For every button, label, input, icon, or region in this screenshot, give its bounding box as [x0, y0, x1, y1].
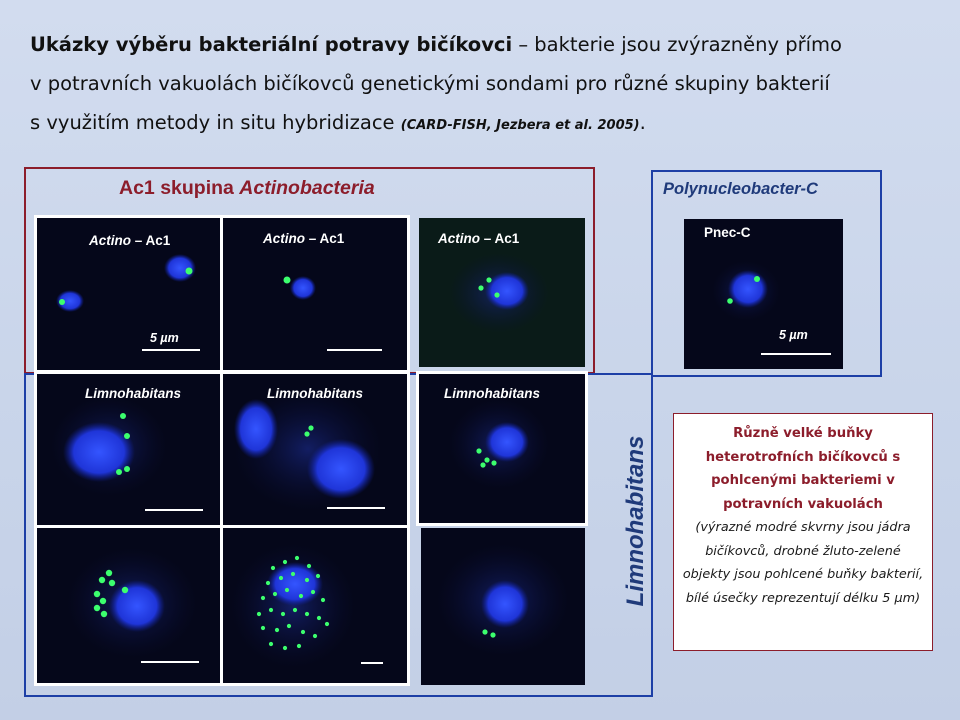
heading-line-1-rest: – bakterie jsou zvýrazněny přímo [512, 33, 842, 56]
micrograph-pnec-image [684, 219, 843, 369]
polynucleobacter-section-title: Polynucleobacter-C [663, 180, 818, 198]
micrograph-actino-3 [419, 218, 585, 367]
label-genus: Limnohabitans [85, 386, 182, 401]
label-probe: – Ac1 [305, 231, 345, 246]
micrograph-limno-3 [419, 374, 585, 523]
label-genus: Actino [89, 233, 131, 248]
micrograph-limno-6-image [421, 528, 585, 685]
micrograph-limno-5-image [223, 528, 407, 683]
scale-bar [361, 662, 383, 664]
micrograph-limno-4-image [37, 528, 220, 683]
micrograph-limno-5 [223, 528, 407, 683]
label-genus: Actino [438, 231, 480, 246]
scale-bar [327, 507, 385, 509]
actinobacteria-title-plain: Ac1 skupina [119, 177, 240, 199]
micrograph-pnec-label: Pnec-C [704, 225, 751, 240]
micrograph-limno-6 [421, 528, 585, 685]
micrograph-actino-3-label [438, 231, 519, 246]
heading-citation: (CARD-FISH, Jezbera et al. 2005) [400, 118, 640, 133]
heading-line-3 [30, 110, 950, 149]
micrograph-limno-1-label [85, 386, 181, 401]
scale-bar-label: 5 µm [779, 328, 808, 342]
actinobacteria-section-title [119, 177, 375, 200]
micrograph-pnec [684, 219, 843, 369]
scale-bar [145, 509, 203, 511]
scale-bar [761, 353, 831, 355]
micrograph-actino-2-label [263, 231, 344, 246]
micrograph-limno-2 [223, 374, 407, 525]
label-genus: Limnohabitans [444, 386, 541, 401]
scale-bar [141, 661, 199, 663]
heading-line-3-end: . [639, 111, 646, 134]
scale-bar [327, 349, 382, 351]
micrograph-actino-1 [37, 218, 220, 370]
micrograph-limno-1 [37, 374, 220, 525]
limnohabitans-section-title: Limnohabitans [622, 435, 649, 607]
actinobacteria-title-italic: Actinobacteria [239, 177, 375, 199]
heading-line-3-text: s využitím metody in situ hybridizace [30, 111, 401, 134]
label-probe: – Ac1 [480, 231, 520, 246]
heading-line-1 [30, 32, 950, 71]
micrograph-limno-2-label [267, 386, 363, 401]
label-genus: Actino [263, 231, 305, 246]
micrograph-actino-1-label [89, 233, 170, 248]
label-probe: – Ac1 [131, 233, 171, 248]
label-genus: Limnohabitans [267, 386, 364, 401]
slide-heading [30, 32, 950, 149]
micrograph-limno-4 [37, 528, 220, 683]
description-bold-text: Různě velké buňky heterotrofních bičíkovců s pohlcenými bakteriemi v potravních vakuolách [705, 426, 901, 512]
heading-bold-text: Ukázky výběru bakteriální potravy bičíkovci [30, 33, 513, 56]
scale-bar [142, 349, 200, 351]
description-italic-note: (výrazné modré skvrny jsou jádra bičíkovců, drobné žluto-zelené objekty jsou pohlcené buňky bakterií, bílé úsečky reprezentují délku 5 µm) [682, 520, 924, 606]
micrograph-actino-2 [223, 218, 407, 370]
micrograph-limno-3-label [444, 386, 540, 401]
scale-bar-label: 5 µm [150, 331, 179, 345]
heading-line-2: v potravních vakuolách bičíkovců genetickými sondami pro různé skupiny bakterií [30, 72, 830, 95]
description-box [673, 413, 933, 651]
